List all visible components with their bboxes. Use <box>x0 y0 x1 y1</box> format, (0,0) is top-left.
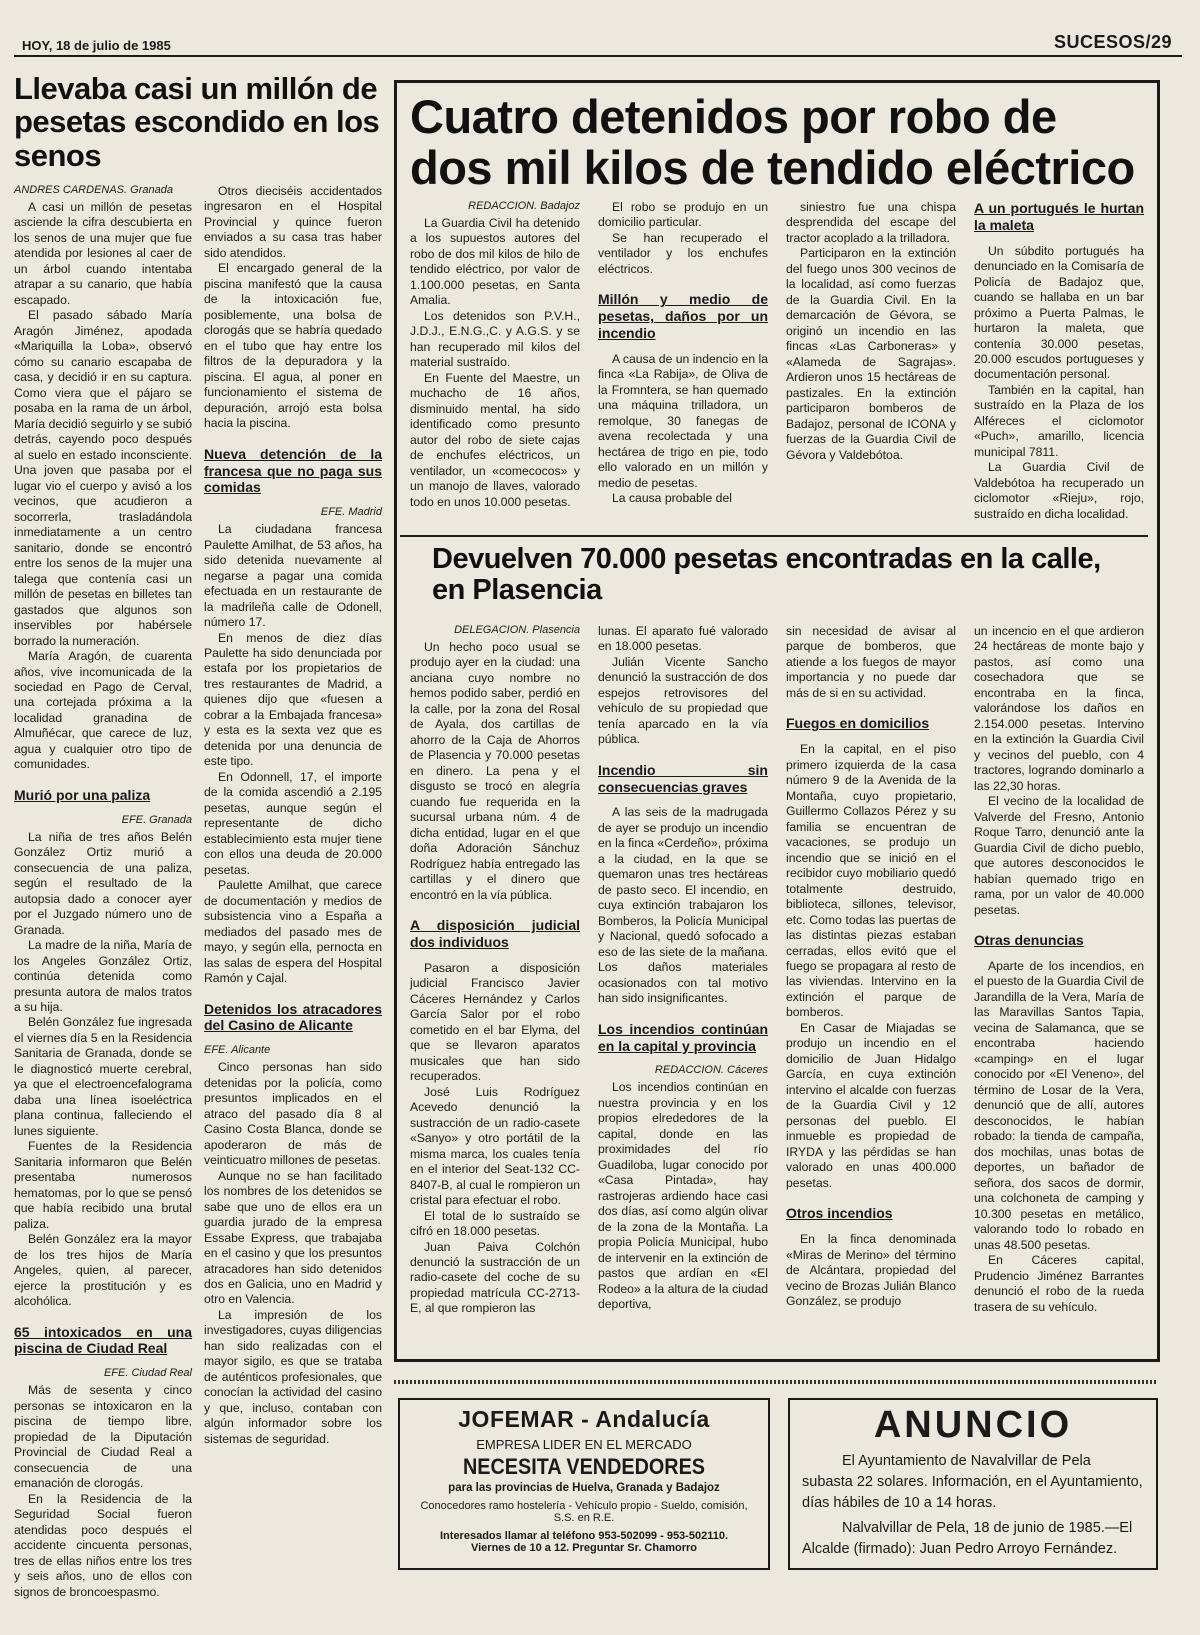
paragraph: Cinco personas han sido detenidas por la policía, como presuntos implicados en el atraco del pasado día 8 al Casino Costa Blanca, donde se apoderaron de más de veinticuatro millones de pesetas. <box>204 1060 382 1168</box>
paragraph: Julián Vicente Sancho denunció la sustracción de dos espejos retrovisores del vehículo de su propiedad que tenía aparcado en la vía pública. <box>598 654 768 747</box>
paragraph: un incencio en el que ardieron 24 hectáreas de monte bajo y pastos, así como una cosechadora que se encontraba en la finca, valorándose los daños en 2.154.000 pesetas. Intervino en la extinción la Guardia Civil y vecinos del pueblo, con 4 tractores, logrando dominarlo a las 22,30 horas. <box>974 624 1144 793</box>
byline: ANDRES CARDENAS. Granada <box>14 184 173 196</box>
paragraph: El total de lo sustraído se cifró en 18.000 pesetas. <box>410 1208 580 1239</box>
header-rule <box>14 55 1182 57</box>
byline: REDACCION. Cáceres <box>654 1064 768 1077</box>
cuatro-col2 <box>598 200 768 507</box>
article-millon-col1 <box>14 184 192 1600</box>
paragraph: El vecino de la localidad de Valverde del Fresno, Antonio Roque Tarro, denunció ante la Guardia Civil de dicho pueblo, que autores desconocidos le habían quemado trigo en rama, por un valor de 40.000 pesetas. <box>974 794 1144 917</box>
subheading-continuan: Los incendios continúan en la capital y provincia <box>598 1020 768 1054</box>
ad-hours: Viernes de 10 a 12. Preguntar Sr. Chamorro <box>470 1542 697 1554</box>
byline: REDACCION. Badajoz <box>468 200 580 212</box>
paragraph: La niña de tres años Belén González Ortiz murió a consecuencia de una paliza, según el resultado de la autopsia dado a conocer ayer por el Juzgado número uno de Granada. <box>14 829 192 937</box>
cuatro-col1 <box>410 200 580 510</box>
byline: EFE. Madrid <box>320 506 382 519</box>
subheading-incendio-sin: Incendio sin consecuencias graves <box>598 761 768 795</box>
paragraph: El pasado sábado María Aragón Jiménez, apodada «Mariquilla la Loba», observó cómo su canario escapaba de casa, y decidió ir en su captura. Como viera que el pájaro se posaba en la rama de un árbol, María decidió seguirlo y se subió detrás, cayendo poco después al suelo en estado inconsciente. Una joven que pasaba por el lugar vio el cuerpo y avisó a los vecinos, que acudieron a socorrerla, trasladándola inmediatamente a un centro sanitario, donde se encontró entre los senos de la mujer una talega que contenía casi un millón de pesetas en billetes tan gastados que algunos son inservibles por habérsele borrado la numeración. <box>14 308 192 648</box>
section-title: SUCESOS/29 <box>1053 32 1172 52</box>
paragraph: En la finca denominada «Miras de Merino» del término de Alcántara, propiedad del vecino de Brozas Julián Blanco González, se produjo <box>786 1232 956 1308</box>
paragraph: Un hecho poco usual se produjo ayer en la ciudad: una anciana cuyo nombre no hemos podido saber, perdió en la calle, por la zona del Rosal de Ayala, dos cartillas de ahorro de la Caja de Ahorros de Plasencia y 70.000 pesetas en dinero. La pena y el disgusto se trocó en alegría cuando fue requerida en la sucursal urbana núm. 4 de dicha entidad, lugar en el que doña Adoración Sánchuz Rodríguez había entregado las cartillas y el dinero que encontró en la vía pública. <box>410 639 580 902</box>
paragraph: Participaron en la extinción del fuego unos 300 vecinos de la localidad, así como fuerzas de la Guardia Civil. En la demarcación de Gévora, se originó un incendio en las fincas «Las Carboneras» y «Alameda de Sagrajas». Ardieron unos 15 hectáreas de pastizales. En la extinción participaron bomberos de Badajoz, personal de ICONA y fuerzas de la Guardia Civil de Gévora y Valdebótoa. <box>786 246 956 462</box>
byline: EFE. Alicante <box>204 1044 271 1057</box>
paragraph: A las seis de la madrugada de ayer se produjo un incendio en la finca «Cerdeño», próxima a la ciudad, en la que se quemaron unas tres hectáreas de pasto seco. El incendio, en cuya extinción trabajaron los Bomberos, la Policía Municipal y Nacional, quedó sofocado a eso de las siete de la mañana. Los daños materiales ocasionados con tal motivo han sido insignificantes. <box>598 805 768 1006</box>
subheading-intoxicados: 65 intoxicados en una piscina de Ciudad Real <box>14 1323 192 1357</box>
paragraph: María Aragón, de cuarenta años, vive incomunicada de la sociedad en Pago de Cerval, una cortejada próxima a la localidad granadina de Almuñécar, que carece de luz, agua y cualquier otro tipo de comunidades. <box>14 649 192 772</box>
ad-line: para las provincias de Huelva, Granada y Badajoz <box>448 1482 720 1494</box>
cuatro-col3 <box>786 200 956 463</box>
paragraph: La ciudadana francesa Paulette Amilhat, de 53 años, ha sido detenida nuevamente al negarse a pagar una comida efectuada en un restaurante de la madrileña calle de Odonell, número 17. <box>204 522 382 630</box>
paragraph: El robo se produjo en un domicilio particular. <box>598 200 768 230</box>
paragraph: La impresión de los investigadores, cuyas diligencias han sido realizadas con el mayor sigilo, es que se trataba de auténticos profesionales, que conocían la actividad del casino y que, incluso, contaban con algún informador sobre los sistemas de seguridad. <box>204 1307 382 1446</box>
paragraph: En Cáceres capital, Prudencio Jiménez Barrantes denunció el robo de la rueda trasera de su vehículo. <box>974 1253 1144 1314</box>
paragraph: lunas. El aparato fué valorado en 18.000 pesetas. <box>598 624 768 654</box>
paragraph: La Guardia Civil de Valdebótoa ha recuperado un ciclomotor «Rieju», rojo, sustraído en dicha localidad. <box>974 460 1144 521</box>
paragraph: El encargado general de la piscina manifestó que la causa de la intoxicación fue, posiblemente, una bolsa de clorogás que se habría quedado en el tubo que hay entre los filtros de la depuradora y la piscina. El agua, al poner en funcionamiento el sistema de depuración, arrojó esta bolsa hacia la piscina. <box>204 261 382 431</box>
paragraph: Belén González era la mayor de los tres hijos de María Angeles, quien, al parecer, ejerce la prostitución y es alcohólica. <box>14 1232 192 1309</box>
subheading-denuncias: Otras denuncias <box>974 932 1084 949</box>
paragraph: La madre de la niña, María de los Angeles González Ortiz, continúa detenida como presunta autora de malos tratos a su hija. <box>14 938 192 1014</box>
devuelven-col2 <box>598 624 768 1313</box>
ad-separator <box>394 1380 1158 1384</box>
ad-line: EMPRESA LIDER EN EL MERCADO <box>476 1437 692 1452</box>
paragraph: siniestro fue una chispa desprendida del escape del tractor acoplado a la trilladora. <box>786 200 956 245</box>
ad-title: NECESITA VENDEDORES <box>462 1454 706 1479</box>
subheading-casino: Detenidos los atracadores del Casino de Alicante <box>204 1000 382 1034</box>
paragraph: La causa probable del <box>612 491 732 506</box>
article-millon-col2 <box>204 184 382 1447</box>
paragraph: Fuentes de la Residencia Sanitaria informaron que Belén presentaba numerosos hematomas, por lo que se pensó que había recibido una brutal paliza. <box>14 1139 192 1231</box>
paragraph: Los incendios continúan en nuestra provincia y en los propios elrededores de la capital, donde en las proximidades del río Guadiloba, lugar conocido por «Casa Pintada», hay rastrojeras ardiendo hace casi dos días, así como algún olivar de la zona de la Montaña. La propia Policía Municipal, hubo de intervenir en la extinción de pastos que ardían en «El Rodeo» a la altura de la ciudad deportiva, <box>598 1080 768 1312</box>
headline-millon: Llevaba casi un millón de pesetas escondido en los senos <box>14 71 380 173</box>
headline-devuelven: Devuelven 70.000 pesetas encontradas en la calle, en Plasencia <box>432 543 1101 607</box>
paragraph: Aunque no se han facilitado los nombres de los detenidos se sabe que uno de ellos era un guardia jurado de la empresa Essabe Express, que trabajaba en el casino y que los presuntos atracadores han sido detenidos dos en Galicia, uno en Madrid y otro en Valencia. <box>204 1168 382 1307</box>
paragraph: Más de sesenta y cinco personas se intoxicaron en la piscina de tiempo libre, propiedad de la Diputación Provincial de Ciudad Real a consecuencia de una emanación de clorogás. <box>14 1383 192 1491</box>
paragraph: sin necesidad de avisar al parque de bomberos, que atiende a los fuegos de mayor importancia y no puede dar más de si en su actividad. <box>786 624 956 700</box>
paragraph: Aparte de los incendios, en el puesto de la Guardia Civil de Jarandilla de la Vera, María de las Maravillas Santos Tapia, vecina de Salamanca, que se encontraba haciendo «camping» en el lugar conocido por «El Veneno», del término de Losar de la Vera, denunció que de allí, autores desconocidos, le habían robado: la tienda de campaña, dos mochilas, unas botas de deportes, un bañador de señora, dos sacos de dormir, una colchoneta de camping y 10.300 pesetas en metálico, valorando todo lo robado en unas 48.500 pesetas. <box>974 959 1144 1252</box>
paragraph: Juan Paiva Colchón denunció la sustracción de un radio-casete del coche de su propiedad matrícula CC-2713-E, al que rompieron las <box>410 1239 580 1316</box>
ad-anuncio <box>788 1398 1158 1570</box>
paragraph: En menos de diez días Paulette ha sido denunciada por estafa por los propietarios de tres restaurantes de Madrid, a quienes dijo que «fuesen a cobrar a la Embajada francesa» y esta es la sexta vez que es detenida por una denuncia de este tipo. <box>204 630 382 769</box>
byline: DELEGACION. Plasencia <box>454 624 580 636</box>
devuelven-col3 <box>786 624 956 1309</box>
ad-phone: Interesados llamar al teléfono 953-502099 - 953-502110. <box>440 1530 728 1542</box>
subheading-fuegos: Fuegos en domicilios <box>786 715 930 732</box>
paragraph: En Casar de Miajadas se produjo un incendio en el domicilio de Juan Hidalgo García, en cuya extinción intervino el alcalde con fuerzas de la Guardia Civil y 12 personas del pueblo. El inmueble es propiedad de IRYDA y las pérdidas se han valorado en unas 400.000 pesetas. <box>786 1020 956 1190</box>
paragraph: En la capital, en el piso primero izquierda de la casa número 9 de la Avenida de la Montaña, cuyo propietario, Guillermo Collazos Pérez y su familia se encuentran de vacaciones, se produjo un incendio que se inició en el recibidor cuyo mobiliario quedó totalmente destruido, biblioteca, sillones, televisor, etc. Como todas las puertas de las distintas piezas estaban cerradas, ellos evitó que el fuego se propagara al resto de las viviendas. Intervino en la extinción el parque de bomberos. <box>786 742 956 1020</box>
paragraph: Un súbdito portugués ha denunciado en la Comisaría de Policía de Badajoz que, cuando se hallaba en un bar próximo a Puerta Palmas, le hurtaron la maleta, que contenía 30.000 pesetas, 20.000 escudos portugueses y documentación personal. <box>974 243 1144 382</box>
ad-title: ANUNCIO <box>873 1404 1073 1446</box>
paragraph: Se han recuperado el ventilador y los enchufes eléctricos. <box>598 230 768 276</box>
paragraph: En Odonnell, 17, el importe de la comida ascendió a 2.195 pesetas, aunque según el representante de dicho establecimiento esta mujer tiene con ellos una deuda de 20.000 pesetas. <box>204 769 382 877</box>
page-date: HOY, 18 de julio de 1985 <box>22 38 171 53</box>
subheading-disposicion: A disposición judicial dos individuos <box>410 917 580 950</box>
devuelven-col1 <box>410 624 580 1317</box>
paragraph: Paulette Amilhat, que carece de documentación y medios de subsistencia vino a España a mediados del pasado mes de mayo, y según ella, pernocta en las salas de espera del Hospital Ramón y Cajal. <box>204 878 382 986</box>
ad-body: El Ayuntamiento de Navalvillar de Pela subasta 22 solares. Información, en el Ayuntamiento, días hábiles de 10 a 14 horas. <box>802 1453 1143 1512</box>
paragraph: Pasaron a disposición judicial Francisco Javier Cáceres Hernández y Carlos García Salor por el robo cometido en el bar Elyma, del que se llevaron aparatos musicales que han sido recuperados. <box>410 960 580 1084</box>
subheading-francesa: Nueva detención de la francesa que no paga sus comidas <box>204 445 382 496</box>
byline: EFE. Ciudad Real <box>103 1367 192 1380</box>
paragraph: A casi un millón de pesetas asciende la cifra descubierta en los senos de una mujer que fue atendida por lesiones al caer de un árbol cuando intentaba atrapar a su canario, que había escapado. <box>14 199 192 307</box>
paragraph: En la Residencia de la Seguridad Social fueron atendidas poco después el accidente cincuenta personas, tres de ellas niños entre los tres y seis años, uno de ellos con signos de broncoespasmo. <box>14 1491 192 1599</box>
paragraph: También en la capital, han sustraído en la Plaza de los Alféreces el ciclomotor «Puch», amarillo, licencia municipal 7811. <box>974 382 1144 459</box>
paragraph: Otros dieciséis accidentados ingresaron en el Hospital Provincial y quince fueron enviados a su casa tras haber sido atendidos. <box>204 184 382 260</box>
ad-jofemar <box>398 1398 770 1570</box>
headline-cuatro: Cuatro detenidos por robo de dos mil kilos de tendido eléctrico <box>410 90 1135 194</box>
paragraph: En Fuente del Maestre, un muchacho de 16 años, disminuido mental, ha sido identificado como presunto autor del robo de siete cajas de enchufes eléctricos, un ventilador, un «comecocos» y un manojo de llaves, valorado todo en unos 10.000 pesetas. <box>410 370 580 509</box>
paragraph: La Guardia Civil ha detenido a los supuestos autores del robo de dos mil kilos de hilo de tendido eléctrico, por valor de 1.100.000 pesetas, en Santa Amalia. <box>410 215 580 308</box>
ad-signature: Nalvalvillar de Pela, 18 de junio de 1985.—El Alcalde (firmado): Juan Pedro Arroyo Fernández. <box>802 1520 1133 1558</box>
subheading-murio: Murió por una paliza <box>14 786 151 803</box>
ad-line: Conocedores ramo hostelería - Vehículo propio - Sueldo, comisión, S.S. en R.E. <box>420 1500 748 1524</box>
paragraph: Los detenidos son P.V.H., J.D.J., E.N.G.,C. y A.G.S. y se han recuperado mil kilos del material sustraído. <box>410 308 580 370</box>
byline: EFE. Granada <box>121 813 192 826</box>
subheading-millon-medio: Millón y medio de pesetas, daños por un incendio <box>598 291 768 342</box>
paragraph: Belén González fue ingresada el viernes día 5 en la Residencia Sanitaria de Granada, donde se le diagnosticó muerte cerebral, ya que el electroencefalograma daba una línea isoeléctrica plana continua, falleciendo el lunes siguiente. <box>14 1015 192 1138</box>
subheading-portugues: A un portugués le hurtan la maleta <box>974 200 1144 233</box>
ad-brand: JOFEMAR - Andalucía <box>458 1406 710 1432</box>
paragraph: José Luis Rodríguez Acevedo denunció la sustracción de un radio-casete «Sanyo» y otro portátil de la misma marca, los cuales tenía en el interior del Seat-132 CC-8407-B, al cual le rompieron un cristal para efectuar el robo. <box>410 1084 580 1208</box>
cuatro-col4 <box>974 200 1144 522</box>
subheading-otros-incendios: Otros incendios <box>786 1205 893 1222</box>
paragraph: A causa de un indencio en la finca «La Rabija», de Oliva de la Fromntera, se han quemado una máquina trilladora, un remolque, 30 fanegas de avena recolectada y una hectárea de trigo en pie, todo ello valorado en un millón y medio de pesetas. <box>598 351 768 490</box>
section-divider <box>400 535 1148 537</box>
devuelven-col4 <box>974 624 1144 1315</box>
